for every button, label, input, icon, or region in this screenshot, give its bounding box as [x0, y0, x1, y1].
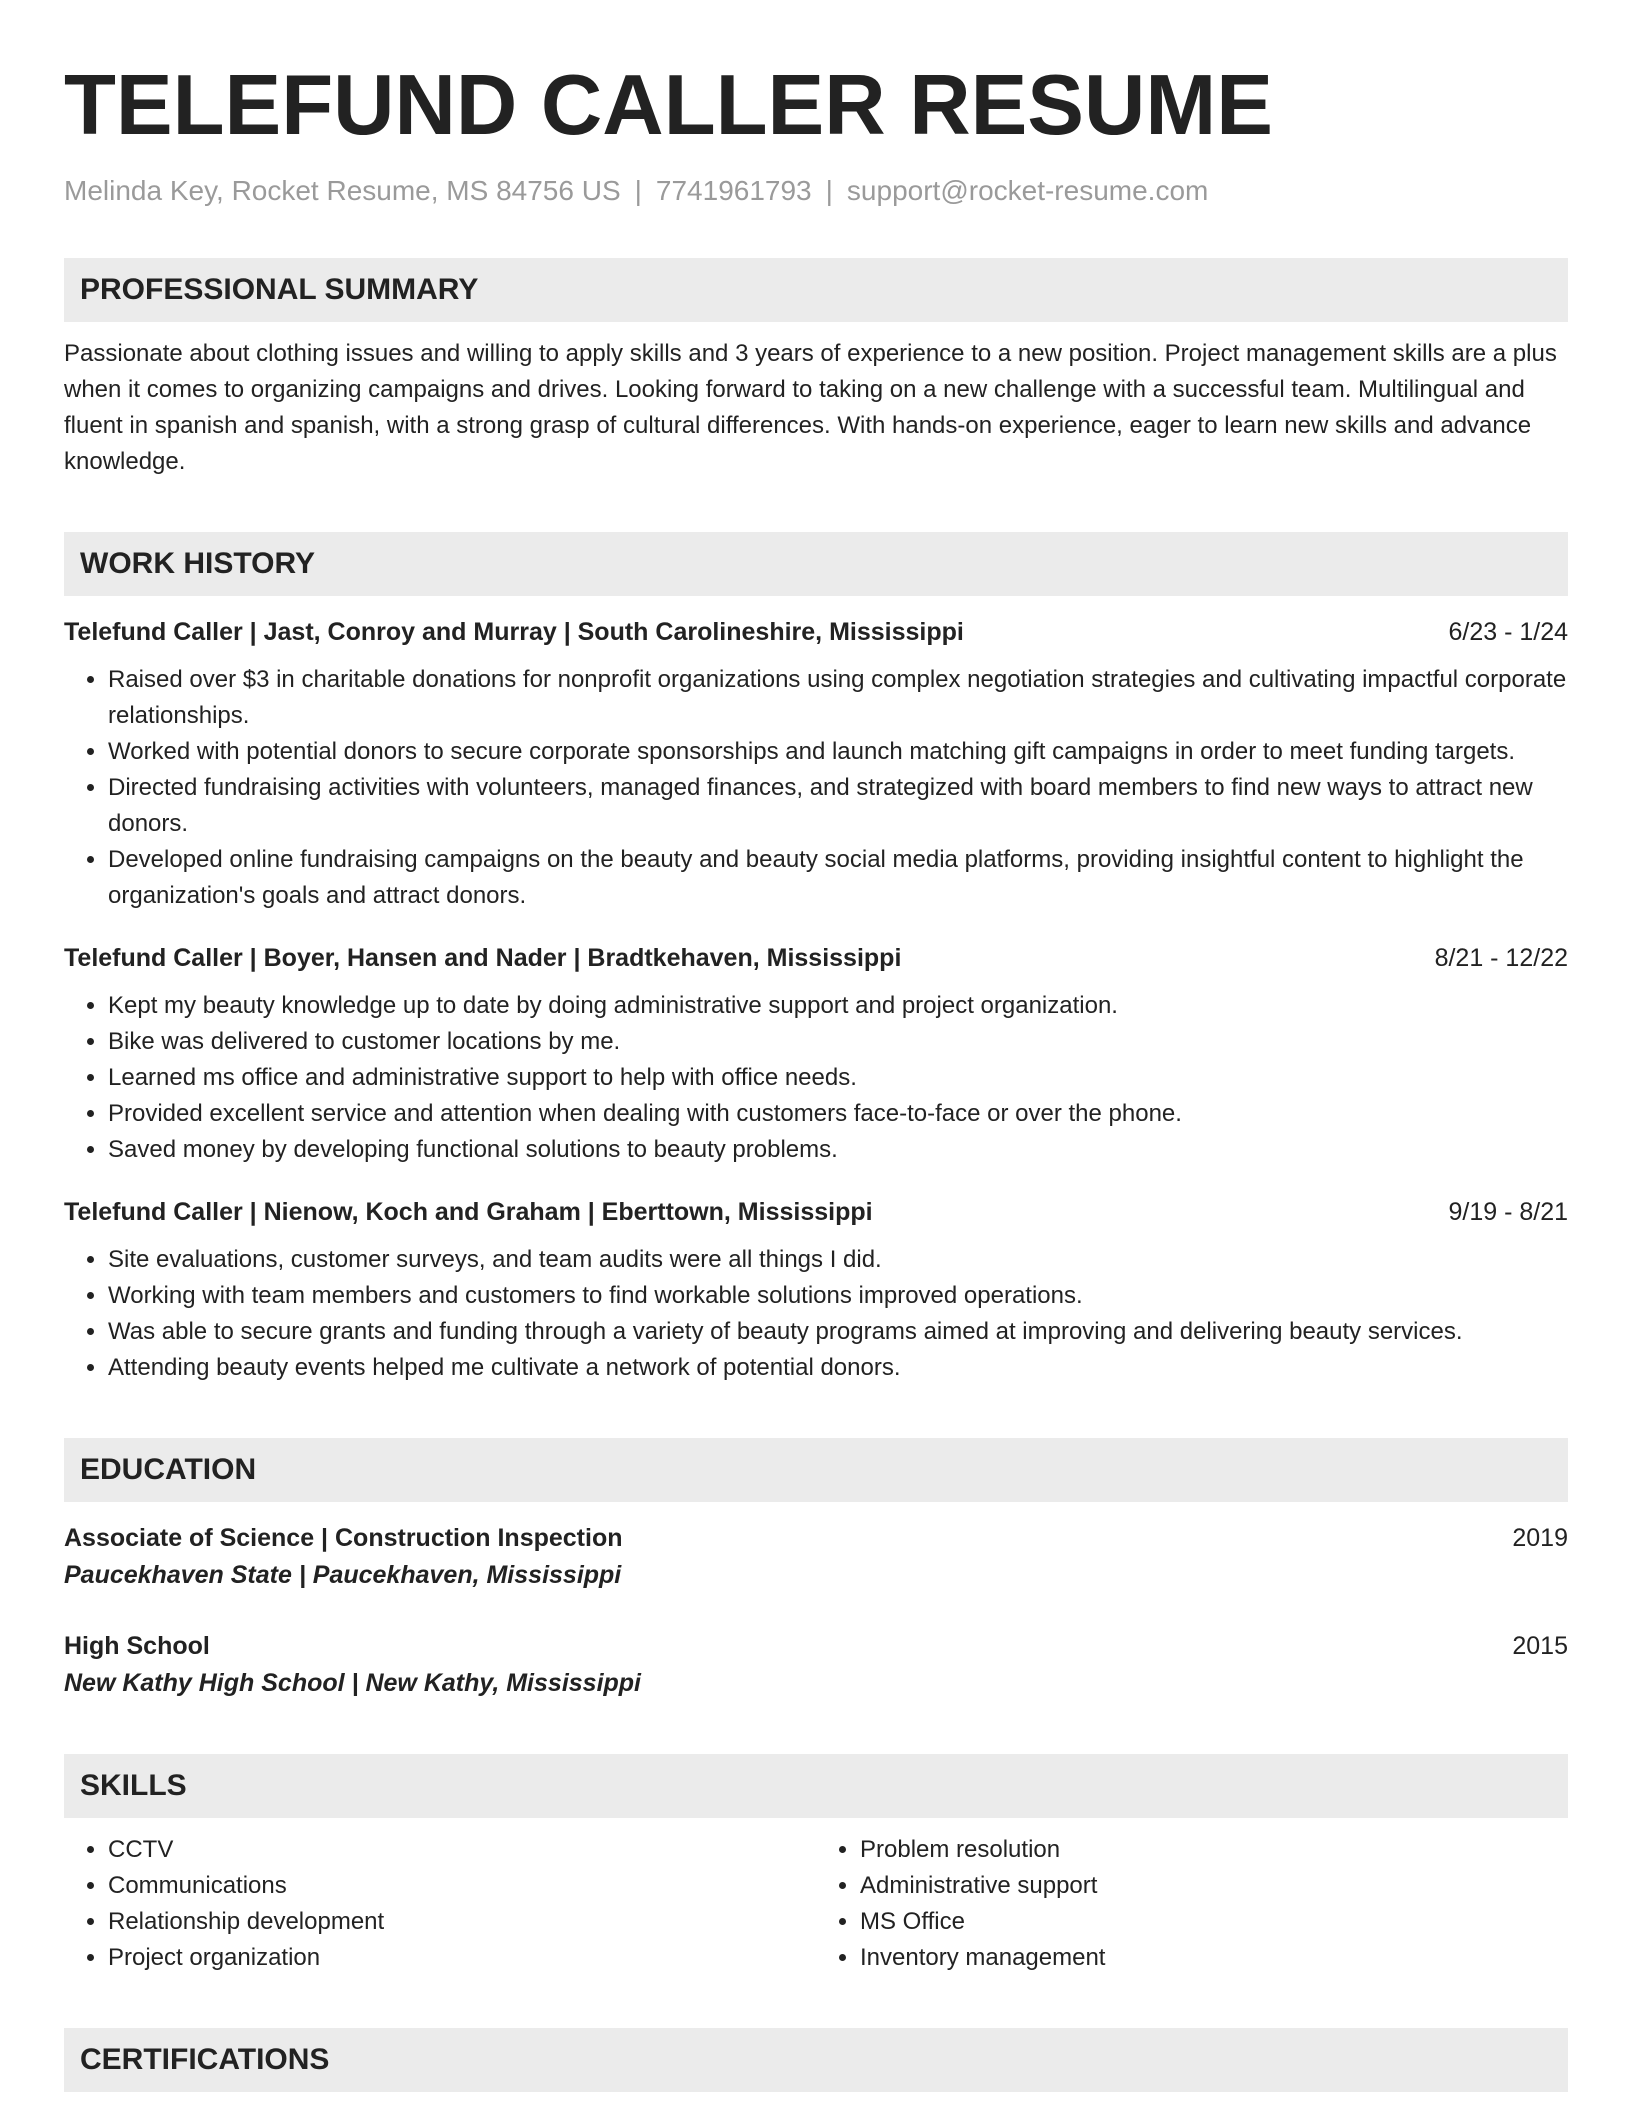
job-dates: 9/19 - 8/21: [1448, 1198, 1568, 1226]
job-dates: 6/23 - 1/24: [1448, 618, 1568, 646]
job-bullet: • Developed online fundraising campaigns on the beauty and beauty social media platforms, providing insightful content to highlight the organization's goals and attract donors.: [108, 842, 1568, 914]
skill-item: • Problem resolution: [860, 1832, 1568, 1868]
education-year: 2015: [1512, 1632, 1568, 1660]
skill-item: • MS Office: [860, 1904, 1568, 1940]
education-entry: [64, 1628, 1568, 1702]
skills-column-left: [64, 1832, 816, 1976]
job-bullet: • Saved money by developing functional solutions to beauty problems.: [108, 1132, 1568, 1168]
skill-item: • Communications: [108, 1868, 816, 1904]
education-degree: Associate of Science | Construction Inspection: [64, 1524, 623, 1552]
contact-separator: |: [634, 175, 642, 206]
job-title: Telefund Caller | Nienow, Koch and Graham | Eberttown, Mississippi: [64, 1198, 873, 1226]
education-school: New Kathy High School | New Kathy, Mississippi: [64, 1669, 642, 1697]
skill-item: • Relationship development: [108, 1904, 816, 1940]
education-school: Paucekhaven State | Paucekhaven, Mississippi: [64, 1561, 622, 1589]
job-bullet: • Was able to secure grants and funding through a variety of beauty programs aimed at improving and delivering beauty services.: [108, 1314, 1568, 1350]
job-bullets: [64, 1242, 1568, 1386]
job-bullet: • Site evaluations, customer surveys, and team audits were all things I did.: [108, 1242, 1568, 1278]
job-bullets: [64, 988, 1568, 1168]
job-entry: [64, 940, 1568, 1168]
skills-column-right: [816, 1832, 1568, 1976]
contact-separator: |: [825, 175, 833, 206]
resume-title: TELEFUND CALLER RESUME: [64, 58, 1273, 153]
job-entry: [64, 1194, 1568, 1386]
section-header-work-history: WORK HISTORY: [64, 532, 1568, 596]
job-entry: [64, 614, 1568, 914]
education-degree: High School: [64, 1632, 210, 1660]
job-bullet: • Kept my beauty knowledge up to date by doing administrative support and project organization.: [108, 988, 1568, 1024]
job-bullet: • Attending beauty events helped me cultivate a network of potential donors.: [108, 1350, 1568, 1386]
job-bullets: [64, 662, 1568, 914]
education-year: 2019: [1512, 1524, 1568, 1552]
contact-address: Melinda Key, Rocket Resume, MS 84756 US: [64, 175, 621, 206]
contact-email[interactable]: support@rocket-resume.com: [846, 175, 1209, 206]
skill-item: • Inventory management: [860, 1940, 1568, 1976]
job-title: Telefund Caller | Jast, Conroy and Murray | South Carolineshire, Mississippi: [64, 618, 964, 646]
skills-list: [64, 1832, 1568, 1976]
summary-text: Passionate about clothing issues and willing to apply skills and 3 years of experience to a new position. Project management skills are a plus when it comes to organizing campaigns and drives. Looking forward to taking on a new challenge with a successful team. Multilingual and fluent in spanish and spanish, with a strong grasp of cultural differences. With hands-on experience, eager to learn new skills and advance knowledge.: [64, 340, 1557, 475]
job-bullet: • Provided excellent service and attention when dealing with customers face-to-face or over the phone.: [108, 1096, 1568, 1132]
job-bullet: • Bike was delivered to customer locations by me.: [108, 1024, 1568, 1060]
education-entry: [64, 1520, 1568, 1594]
contact-phone: 7741961793: [655, 175, 812, 206]
job-bullet: • Learned ms office and administrative support to help with office needs.: [108, 1060, 1568, 1096]
section-header-skills: SKILLS: [64, 1754, 1568, 1818]
section-header-certifications: CERTIFICATIONS: [64, 2028, 1568, 2092]
job-title: Telefund Caller | Boyer, Hansen and Nader | Bradtkehaven, Mississippi: [64, 944, 902, 972]
section-header-summary: PROFESSIONAL SUMMARY: [64, 258, 1568, 322]
section-header-education: EDUCATION: [64, 1438, 1568, 1502]
skill-item: • Administrative support: [860, 1868, 1568, 1904]
job-bullet: • Working with team members and customers to find workable solutions improved operations.: [108, 1278, 1568, 1314]
skill-item: • CCTV: [108, 1832, 816, 1868]
contact-line: [64, 174, 1568, 208]
job-dates: 8/21 - 12/22: [1434, 944, 1568, 972]
skill-item: • Project organization: [108, 1940, 816, 1976]
job-bullet: • Worked with potential donors to secure corporate sponsorships and launch matching gift campaigns in order to meet funding targets.: [108, 734, 1568, 770]
job-bullet: • Raised over $3 in charitable donations for nonprofit organizations using complex negotiation strategies and cultivating impactful corporate relationships.: [108, 662, 1568, 734]
job-bullet: • Directed fundraising activities with volunteers, managed finances, and strategized with board members to find new ways to attract new donors.: [108, 770, 1568, 842]
